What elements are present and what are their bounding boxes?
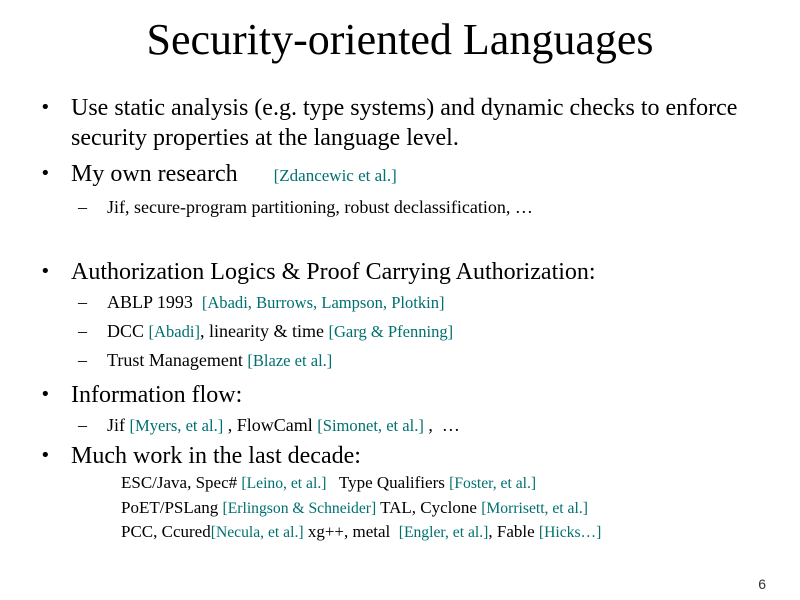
citation: [Abadi] xyxy=(148,322,200,341)
bullet-text: Much work in the last decade: xyxy=(71,443,361,469)
bullet-own-research xyxy=(71,159,761,191)
citation: [Myers, et al.] xyxy=(129,416,224,435)
citation: [Blaze et al.] xyxy=(247,351,333,370)
bullet-much-work xyxy=(71,441,761,471)
bullet-authorization-logics xyxy=(71,257,761,287)
work-text: PoET/PSLang xyxy=(121,498,223,517)
sub-bullet-text: Jif xyxy=(107,415,130,435)
work-line-poet xyxy=(121,496,588,521)
bullet-text: Information flow: xyxy=(71,382,243,408)
citation: [Engler, et al.] xyxy=(398,524,489,541)
sub-bullet-research-topics xyxy=(107,195,533,219)
work-text: xg++, metal xyxy=(303,522,399,541)
page-number: 6 xyxy=(758,576,766,592)
citation: [Abadi, Burrows, Lampson, Plotkin] xyxy=(201,293,445,312)
citation: [Morrisett, et al.] xyxy=(481,500,588,517)
citation: [Leino, et al.] xyxy=(241,475,327,492)
citation: [Foster, et al.] xyxy=(449,475,537,492)
sub-bullet-text: Trust Management xyxy=(107,350,248,370)
bullet-text: Authorization Logics & Proof Carrying Authorization: xyxy=(71,259,596,285)
work-text: TAL, Cyclone xyxy=(376,498,482,517)
citation: [Garg & Pfenning] xyxy=(328,322,454,341)
citation: [Zdancewic et al.] xyxy=(273,166,397,185)
sub-bullet-dcc xyxy=(107,319,453,344)
work-text: , Fable xyxy=(488,522,539,541)
citation: [Hicks…] xyxy=(538,524,602,541)
sub-bullet-text: , linearity & time xyxy=(199,321,329,341)
bullet-text: Use static analysis (e.g. type systems) and dynamic checks to enforce security properties at the language level. xyxy=(71,95,738,151)
sub-bullet-text: , … xyxy=(423,415,460,435)
bullet-text: My own research xyxy=(71,161,238,187)
work-line-pcc xyxy=(121,520,601,545)
work-text: PCC, Ccured xyxy=(121,522,211,541)
sub-bullet-text: Jif, secure-program partitioning, robust declassification, … xyxy=(107,197,533,217)
sub-bullet-ablp xyxy=(107,290,445,315)
work-text: Type Qualifiers xyxy=(326,473,450,492)
slide-title: Security-oriented Languages xyxy=(146,15,654,64)
citation: [Erlingson & Schneider] xyxy=(222,500,377,517)
citation: [Necula, et al.] xyxy=(210,524,304,541)
sub-bullet-text: ABLP 1993 xyxy=(107,292,202,312)
sub-bullet-text: DCC xyxy=(107,321,149,341)
citation: [Simonet, et al.] xyxy=(317,416,424,435)
sub-bullet-text: , FlowCaml xyxy=(223,415,318,435)
bullet-information-flow xyxy=(71,380,761,410)
sub-bullet-trust-management xyxy=(107,348,332,373)
work-line-esc-java xyxy=(121,471,536,496)
work-text: ESC/Java, Spec# xyxy=(121,473,242,492)
sub-bullet-jif-flowcaml xyxy=(107,413,460,438)
bullet-static-analysis xyxy=(71,93,761,153)
